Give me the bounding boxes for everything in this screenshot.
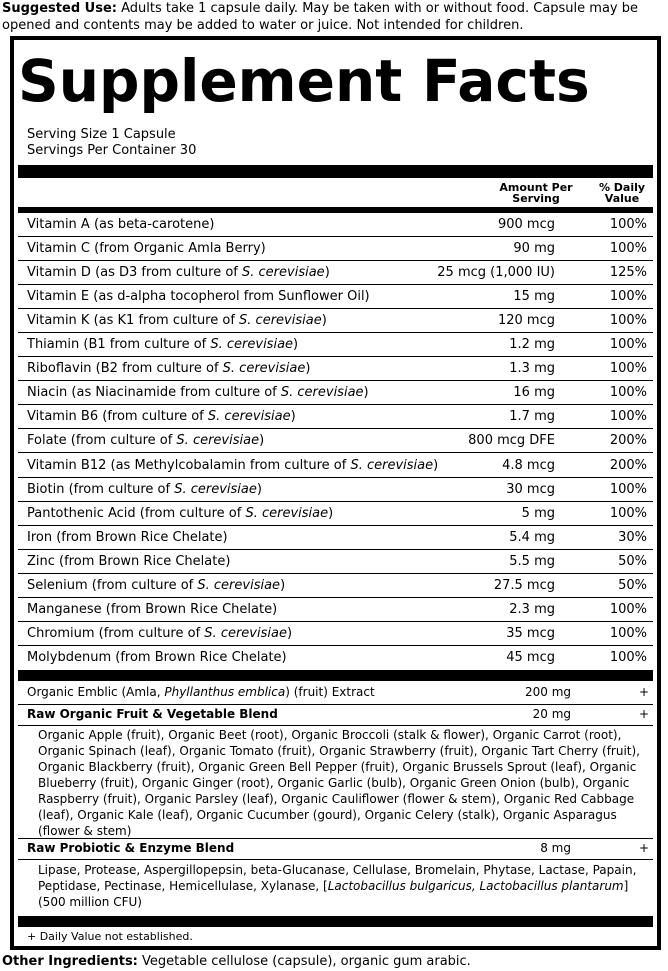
nutrient-name: Folate (from culture of S. cerevisiae) (27, 433, 265, 449)
emblic-name: Organic Emblic (Amla, Phyllanthus emblica) (fruit) Extract (27, 685, 375, 699)
nutrient-row (18, 381, 653, 405)
nutrient-amount: 16 mg (513, 385, 555, 401)
suggested-use-text: Adults take 1 capsule daily. May be taken with or without food. Capsule may be opened and contents may be added to water or juice. Not intended for children. (2, 1, 638, 33)
suggested-use-label: Suggested Use: (2, 1, 117, 16)
fruit-blend-row (18, 707, 653, 725)
nutrient-amount: 30 mcg (506, 481, 555, 497)
nutrient-amount: 1.3 mg (509, 361, 555, 377)
nutrient-amount: 4.8 mcg (502, 457, 555, 473)
nutrient-amount: 35 mcg (506, 625, 555, 641)
nutrient-row (18, 429, 653, 453)
nutrient-name: Vitamin E (as d-alpha tocopherol from Sunflower Oil) (27, 289, 370, 305)
nutrient-daily-value: 100% (609, 217, 647, 232)
thick-divider-bottom (18, 916, 653, 927)
nutrient-row (18, 357, 653, 381)
dv-header-line1: % Daily (598, 181, 646, 194)
nutrient-amount: 2.3 mg (509, 601, 555, 617)
nutrient-daily-value: 100% (609, 625, 647, 641)
nutrient-amount: 15 mg (513, 289, 555, 305)
nutrient-daily-value: 100% (609, 289, 647, 305)
nutrient-name: Vitamin K (as K1 from culture of S. cerevisiae) (27, 313, 327, 329)
nutrient-daily-value: 100% (609, 481, 647, 497)
nutrient-daily-value: 100% (609, 505, 647, 521)
nutrient-daily-value: 200% (609, 457, 647, 473)
serving-size: Serving Size 1 Capsule (27, 127, 176, 142)
nutrient-name: Vitamin B6 (from culture of S. cerevisiae) (27, 409, 296, 425)
nutrient-daily-value: 30% (618, 529, 647, 545)
suggested-use (2, 0, 666, 34)
nutrient-row (18, 478, 653, 502)
nutrient-daily-value: 100% (609, 649, 647, 665)
nutrient-row (18, 622, 653, 646)
thick-divider-middle (18, 670, 653, 681)
nutrient-row (18, 261, 653, 285)
fruit-blend-dv: + (638, 707, 649, 721)
emblic-row (18, 685, 653, 703)
fruit-blend-amount: 20 mg (532, 707, 571, 721)
nutrient-name: Molybdenum (from Brown Rice Chelate) (27, 649, 287, 665)
probiotic-blend-dv: + (638, 841, 649, 855)
probiotic-blend-name: Raw Probiotic & Enzyme Blend (27, 841, 235, 855)
emblic-amount: 200 mg (524, 685, 571, 699)
nutrient-name: Vitamin A (as beta-carotene) (27, 217, 215, 232)
nutrient-name: Pantothenic Acid (from culture of S. cerevisiae) (27, 505, 334, 521)
nutrient-amount: 5 mg (521, 505, 555, 521)
nutrient-daily-value: 100% (609, 409, 647, 425)
divider (18, 838, 653, 839)
nutrient-amount: 45 mcg (506, 649, 555, 665)
nutrient-name: Vitamin C (from Organic Amla Berry) (27, 241, 266, 257)
nutrient-daily-value: 100% (609, 385, 647, 401)
nutrient-name: Chromium (from culture of S. cerevisiae) (27, 625, 293, 641)
nutrient-name: Niacin (as Niacinamide from culture of S. cerevisiae) (27, 385, 369, 401)
nutrient-row (18, 526, 653, 550)
nutrient-amount: 800 mcg DFE (468, 433, 555, 449)
nutrient-amount: 25 mcg (1,000 IU) (437, 265, 555, 281)
divider (18, 704, 653, 705)
emblic-dv: + (638, 685, 649, 699)
nutrient-row (18, 213, 653, 237)
other-ingredients-label: Other Ingredients: (2, 954, 138, 969)
divider (18, 859, 653, 860)
nutrient-daily-value: 100% (609, 313, 647, 329)
thick-divider-top (18, 165, 653, 178)
divider (18, 725, 653, 726)
nutrient-row (18, 333, 653, 357)
nutrient-name: Thiamin (B1 from culture of S. cerevisiae) (27, 337, 299, 353)
nutrient-amount: 5.4 mg (509, 529, 555, 545)
nutrient-row (18, 598, 653, 622)
nutrient-daily-value: 200% (609, 433, 647, 449)
other-ingredients (2, 953, 471, 970)
dv-header-line2: Value (604, 192, 640, 205)
nutrient-daily-value: 50% (618, 577, 647, 593)
probiotic-blend-ingredients: Lipase, Protease, Aspergillopepsin, beta-Glucanase, Cellulase, Bromelain, Phytase, Lactase, Papain, Peptidase, Pectinase, Hemicellulase, Xylanase, [Lactobacillus bulgaricus, Lactobacillus plantarum] (500 million CFU) (38, 863, 637, 909)
nutrient-daily-value: 100% (609, 361, 647, 377)
nutrient-row (18, 574, 653, 598)
nutrient-name: Vitamin D (as D3 from culture of S. cerevisiae) (27, 265, 330, 281)
nutrient-row (18, 646, 653, 670)
nutrient-amount: 1.2 mg (509, 337, 555, 353)
nutrient-amount: 1.7 mg (509, 409, 555, 425)
nutrient-amount: 5.5 mg (509, 553, 555, 569)
nutrient-row (18, 454, 653, 478)
nutrient-row (18, 550, 653, 574)
nutrient-name: Vitamin B12 (as Methylcobalamin from culture of S. cerevisiae) (27, 457, 439, 473)
nutrient-name: Manganese (from Brown Rice Chelate) (27, 601, 278, 617)
nutrient-row (18, 237, 653, 261)
probiotic-blend-row (18, 841, 653, 859)
nutrient-amount: 90 mg (513, 241, 555, 257)
nutrient-row (18, 502, 653, 526)
nutrient-name: Iron (from Brown Rice Chelate) (27, 529, 228, 545)
nutrient-amount: 120 mcg (497, 313, 555, 329)
amount-per-serving-header (490, 182, 582, 204)
amount-header-line1: Amount Per (499, 181, 573, 194)
fruit-blend-ingredients: Organic Apple (fruit), Organic Beet (root), Organic Broccoli (stalk & flower), Organic Carrot (root), Organic Spinach (leaf), Organic Tomato (fruit), Organic Strawberry (fruit), Organic Tart Cherry (fruit), Organic Blackberry (fruit), Organic Green Bell Pepper (fruit), Organic Brussels Sprout (leaf), Organic Blueberry (fruit), Organic Ginger (root), Organic Garlic (bulb), Organic Green Onion (bulb), Organic Raspberry (fruit), Organic Parsley (leaf), Organic Cauliflower (flower & stem), Organic Red Cabbage (leaf), Organic Kale (leaf), Organic Cucumber (gourd), Organic Celery (stalk), Organic Asparagus (flower & stem) (38, 728, 640, 838)
other-ingredients-text: Vegetable cellulose (capsule), organic gum arabic. (137, 954, 471, 969)
nutrient-daily-value: 100% (609, 337, 647, 353)
nutrient-amount: 900 mcg (497, 217, 555, 232)
daily-value-header (594, 182, 650, 204)
nutrient-daily-value: 100% (609, 241, 647, 257)
nutrient-name: Selenium (from culture of S. cerevisiae) (27, 577, 286, 593)
nutrient-daily-value: 50% (618, 553, 647, 569)
fruit-blend-name: Raw Organic Fruit & Vegetable Blend (27, 707, 278, 721)
amount-header-line2: Serving (512, 192, 560, 205)
servings-per-container: Servings Per Container 30 (27, 143, 197, 158)
nutrient-amount: 27.5 mcg (493, 577, 555, 593)
probiotic-blend-amount: 8 mg (540, 841, 571, 855)
panel-title: Supplement Facts (18, 47, 590, 115)
footnote: + Daily Value not established. (27, 930, 193, 943)
nutrient-daily-value: 100% (609, 601, 647, 617)
nutrient-daily-value: 125% (609, 265, 647, 281)
nutrient-name: Zinc (from Brown Rice Chelate) (27, 553, 231, 569)
nutrient-name: Biotin (from culture of S. cerevisiae) (27, 481, 262, 497)
nutrient-name: Riboflavin (B2 from culture of S. cerevisiae) (27, 361, 311, 377)
supplement-facts-panel (10, 36, 661, 950)
nutrient-row (18, 309, 653, 333)
nutrient-row (18, 405, 653, 429)
nutrient-row (18, 285, 653, 309)
